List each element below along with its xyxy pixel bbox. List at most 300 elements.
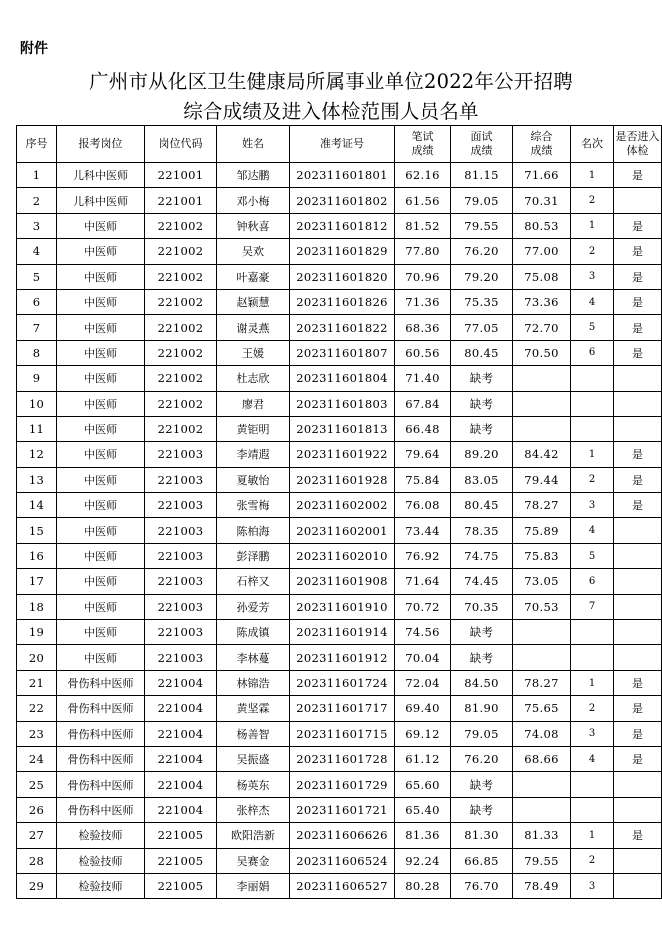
cell-code: 221002 [145,213,217,238]
cell-interview: 缺考 [451,366,513,391]
cell-code: 221002 [145,340,217,365]
cell-position: 中医师 [57,340,145,365]
cell-written: 72.04 [395,670,451,695]
cell-interview: 80.45 [451,493,513,518]
cell-physical: 是 [614,493,662,518]
cell-ticket: 202311601908 [290,569,395,594]
table-row [17,594,662,619]
header-code: 岗位代码 [145,126,217,163]
cell-seq: 24 [17,746,57,771]
cell-position: 中医师 [57,213,145,238]
cell-seq: 13 [17,467,57,492]
cell-position: 检验技师 [57,873,145,898]
cell-physical: 是 [614,442,662,467]
cell-code: 221002 [145,289,217,314]
cell-total: 75.83 [513,543,571,568]
cell-interview: 缺考 [451,416,513,441]
cell-written: 69.12 [395,721,451,746]
cell-total: 77.00 [513,239,571,264]
cell-ticket: 202311602010 [290,543,395,568]
table-row [17,620,662,645]
cell-position: 骨伤科中医师 [57,797,145,822]
cell-name: 陈柏海 [217,518,290,543]
cell-ticket: 202311601803 [290,391,395,416]
cell-total: 79.44 [513,467,571,492]
cell-written: 61.12 [395,746,451,771]
cell-ticket: 202311601801 [290,163,395,188]
cell-interview: 81.30 [451,823,513,848]
cell-ticket: 202311601822 [290,315,395,340]
cell-seq: 3 [17,213,57,238]
cell-code: 221003 [145,467,217,492]
cell-position: 中医师 [57,543,145,568]
cell-total: 80.53 [513,213,571,238]
cell-position: 中医师 [57,645,145,670]
cell-name: 廖君 [217,391,290,416]
cell-position: 中医师 [57,391,145,416]
cell-interview: 89.20 [451,442,513,467]
cell-ticket: 202311601728 [290,746,395,771]
cell-name: 王媛 [217,340,290,365]
cell-code: 221004 [145,696,217,721]
cell-written: 81.52 [395,213,451,238]
cell-rank: 5 [571,315,614,340]
cell-total [513,366,571,391]
table-row [17,569,662,594]
table-row [17,289,662,314]
cell-total: 75.65 [513,696,571,721]
cell-interview: 80.45 [451,340,513,365]
cell-seq: 27 [17,823,57,848]
table-row [17,518,662,543]
table-row [17,873,662,898]
cell-ticket: 202311601717 [290,696,395,721]
cell-seq: 15 [17,518,57,543]
cell-interview: 84.50 [451,670,513,695]
cell-rank: 6 [571,340,614,365]
cell-interview: 76.70 [451,873,513,898]
cell-rank [571,797,614,822]
cell-position: 中医师 [57,620,145,645]
cell-code: 221004 [145,670,217,695]
cell-rank: 4 [571,518,614,543]
cell-code: 221003 [145,620,217,645]
cell-name: 吴赛金 [217,848,290,873]
cell-seq: 18 [17,594,57,619]
cell-total: 73.05 [513,569,571,594]
cell-ticket: 202311601807 [290,340,395,365]
cell-interview: 81.90 [451,696,513,721]
cell-physical: 是 [614,163,662,188]
cell-ticket: 202311601812 [290,213,395,238]
cell-ticket: 202311601820 [290,264,395,289]
cell-position: 中医师 [57,569,145,594]
cell-written: 65.60 [395,772,451,797]
cell-code: 221002 [145,416,217,441]
header-ticket: 准考证号 [290,126,395,163]
cell-physical [614,188,662,213]
cell-seq: 12 [17,442,57,467]
cell-physical [614,620,662,645]
cell-code: 221005 [145,823,217,848]
cell-written: 67.84 [395,391,451,416]
header-rank: 名次 [571,126,614,163]
cell-name: 杜志欣 [217,366,290,391]
table-row [17,696,662,721]
cell-name: 欧阳浩新 [217,823,290,848]
cell-ticket: 202311602002 [290,493,395,518]
cell-total: 73.36 [513,289,571,314]
cell-ticket: 202311601914 [290,620,395,645]
cell-interview: 76.20 [451,239,513,264]
cell-name: 杨英东 [217,772,290,797]
cell-code: 221004 [145,797,217,822]
cell-interview: 76.20 [451,746,513,771]
header-interview: 面试 成绩 [451,126,513,163]
cell-total [513,391,571,416]
cell-name: 邓小梅 [217,188,290,213]
cell-written: 81.36 [395,823,451,848]
table-row [17,746,662,771]
cell-position: 检验技师 [57,823,145,848]
cell-interview: 74.75 [451,543,513,568]
cell-interview: 缺考 [451,772,513,797]
cell-total: 81.33 [513,823,571,848]
table-row [17,721,662,746]
cell-ticket: 202311602001 [290,518,395,543]
cell-name: 孙爱芳 [217,594,290,619]
cell-total: 78.27 [513,670,571,695]
cell-total: 79.55 [513,848,571,873]
cell-interview: 77.05 [451,315,513,340]
cell-rank: 1 [571,163,614,188]
table-row [17,442,662,467]
cell-ticket: 202311606524 [290,848,395,873]
cell-name: 张梓杰 [217,797,290,822]
document-title-line1: 广州市从化区卫生健康局所属事业单位2022年公开招聘 [89,70,573,93]
cell-seq: 25 [17,772,57,797]
header-physical: 是否进入 体检 [614,126,662,163]
cell-position: 中医师 [57,467,145,492]
cell-position: 中医师 [57,493,145,518]
cell-physical: 是 [614,823,662,848]
cell-name: 彭泽鹏 [217,543,290,568]
cell-written: 74.56 [395,620,451,645]
attachment-label: 附件 [20,41,48,57]
cell-total: 74.08 [513,721,571,746]
cell-physical: 是 [614,746,662,771]
cell-total: 70.53 [513,594,571,619]
cell-written: 68.36 [395,315,451,340]
cell-physical [614,518,662,543]
cell-written: 70.96 [395,264,451,289]
table-row [17,772,662,797]
cell-name: 谢灵燕 [217,315,290,340]
cell-position: 中医师 [57,518,145,543]
cell-name: 黄坚霖 [217,696,290,721]
cell-physical: 是 [614,239,662,264]
cell-seq: 16 [17,543,57,568]
cell-name: 李丽娟 [217,873,290,898]
cell-position: 儿科中医师 [57,188,145,213]
cell-physical: 是 [614,696,662,721]
cell-code: 221002 [145,391,217,416]
cell-total: 71.66 [513,163,571,188]
cell-written: 71.40 [395,366,451,391]
cell-written: 61.56 [395,188,451,213]
cell-seq: 14 [17,493,57,518]
cell-physical [614,772,662,797]
cell-seq: 6 [17,289,57,314]
cell-rank: 1 [571,670,614,695]
cell-physical: 是 [614,721,662,746]
cell-name: 张雪梅 [217,493,290,518]
cell-code: 221003 [145,442,217,467]
cell-seq: 28 [17,848,57,873]
cell-position: 骨伤科中医师 [57,670,145,695]
cell-written: 75.84 [395,467,451,492]
cell-seq: 8 [17,340,57,365]
cell-ticket: 202311601721 [290,797,395,822]
cell-code: 221005 [145,848,217,873]
cell-ticket: 202311601715 [290,721,395,746]
cell-name: 赵颖慧 [217,289,290,314]
cell-code: 221002 [145,315,217,340]
cell-name: 叶嘉豪 [217,264,290,289]
cell-interview: 79.05 [451,721,513,746]
cell-written: 79.64 [395,442,451,467]
cell-physical [614,848,662,873]
cell-physical [614,366,662,391]
cell-code: 221003 [145,518,217,543]
cell-physical: 是 [614,289,662,314]
cell-name: 邹达鹏 [217,163,290,188]
table-row [17,188,662,213]
cell-code: 221003 [145,493,217,518]
cell-rank: 7 [571,594,614,619]
cell-code: 221002 [145,239,217,264]
table-row [17,823,662,848]
cell-name: 林锦浩 [217,670,290,695]
cell-ticket: 202311601829 [290,239,395,264]
cell-code: 221004 [145,721,217,746]
header-position: 报考岗位 [57,126,145,163]
cell-ticket: 202311601729 [290,772,395,797]
cell-position: 中医师 [57,442,145,467]
cell-position: 骨伤科中医师 [57,746,145,771]
table-row [17,264,662,289]
cell-physical [614,594,662,619]
cell-rank: 1 [571,823,614,848]
cell-seq: 23 [17,721,57,746]
cell-seq: 29 [17,873,57,898]
cell-physical: 是 [614,213,662,238]
header-seq: 序号 [17,126,57,163]
cell-seq: 20 [17,645,57,670]
cell-code: 221003 [145,569,217,594]
cell-written: 71.36 [395,289,451,314]
cell-seq: 2 [17,188,57,213]
cell-interview: 79.05 [451,188,513,213]
cell-rank: 3 [571,873,614,898]
cell-interview: 78.35 [451,518,513,543]
cell-rank: 3 [571,493,614,518]
cell-position: 骨伤科中医师 [57,772,145,797]
cell-rank [571,391,614,416]
cell-total: 68.66 [513,746,571,771]
cell-physical: 是 [614,264,662,289]
cell-interview: 74.45 [451,569,513,594]
cell-rank [571,416,614,441]
cell-rank [571,645,614,670]
cell-rank: 3 [571,721,614,746]
table-row [17,391,662,416]
cell-ticket: 202311601804 [290,366,395,391]
cell-total: 78.49 [513,873,571,898]
cell-rank [571,772,614,797]
cell-interview: 81.15 [451,163,513,188]
cell-total [513,416,571,441]
cell-written: 66.48 [395,416,451,441]
cell-rank: 6 [571,569,614,594]
cell-physical [614,391,662,416]
cell-seq: 7 [17,315,57,340]
cell-seq: 22 [17,696,57,721]
table-row [17,163,662,188]
table-row [17,467,662,492]
cell-interview: 缺考 [451,645,513,670]
cell-total [513,645,571,670]
cell-name: 黄钜明 [217,416,290,441]
document-title-line2: 综合成绩及进入体检范围人员名单 [183,100,479,123]
cell-interview: 缺考 [451,797,513,822]
cell-ticket: 202311601724 [290,670,395,695]
table-row [17,416,662,441]
cell-position: 中医师 [57,366,145,391]
cell-rank: 1 [571,213,614,238]
cell-position: 中医师 [57,594,145,619]
cell-ticket: 202311601922 [290,442,395,467]
cell-rank [571,620,614,645]
cell-name: 吴欢 [217,239,290,264]
cell-position: 骨伤科中医师 [57,696,145,721]
cell-physical [614,797,662,822]
cell-rank: 2 [571,696,614,721]
header-name: 姓名 [217,126,290,163]
cell-code: 221002 [145,366,217,391]
cell-physical [614,873,662,898]
cell-name: 钟秋喜 [217,213,290,238]
cell-ticket: 202311601928 [290,467,395,492]
cell-rank: 2 [571,188,614,213]
cell-rank: 5 [571,543,614,568]
cell-ticket: 202311601813 [290,416,395,441]
cell-position: 中医师 [57,315,145,340]
cell-name: 吴振盛 [217,746,290,771]
table-row [17,366,662,391]
cell-total: 70.50 [513,340,571,365]
table-row [17,670,662,695]
cell-seq: 1 [17,163,57,188]
cell-code: 221001 [145,188,217,213]
cell-physical [614,416,662,441]
results-table [16,125,662,899]
cell-code: 221004 [145,772,217,797]
cell-seq: 10 [17,391,57,416]
cell-interview: 79.55 [451,213,513,238]
cell-written: 70.72 [395,594,451,619]
cell-interview: 79.20 [451,264,513,289]
cell-position: 中医师 [57,416,145,441]
cell-rank: 2 [571,848,614,873]
cell-physical: 是 [614,467,662,492]
cell-position: 检验技师 [57,848,145,873]
cell-position: 骨伤科中医师 [57,721,145,746]
cell-written: 71.64 [395,569,451,594]
cell-ticket: 202311601802 [290,188,395,213]
cell-written: 80.28 [395,873,451,898]
cell-total: 70.31 [513,188,571,213]
cell-rank: 3 [571,264,614,289]
cell-interview: 缺考 [451,620,513,645]
cell-seq: 19 [17,620,57,645]
cell-seq: 17 [17,569,57,594]
cell-rank: 2 [571,239,614,264]
cell-total: 75.08 [513,264,571,289]
cell-written: 70.04 [395,645,451,670]
cell-rank: 1 [571,442,614,467]
cell-rank: 4 [571,289,614,314]
cell-seq: 21 [17,670,57,695]
table-row [17,797,662,822]
cell-rank: 2 [571,467,614,492]
cell-rank [571,366,614,391]
cell-interview: 70.35 [451,594,513,619]
table-row [17,239,662,264]
cell-written: 62.16 [395,163,451,188]
cell-position: 中医师 [57,239,145,264]
cell-total [513,620,571,645]
table-row [17,543,662,568]
cell-total [513,797,571,822]
cell-name: 陈成镇 [217,620,290,645]
table-row [17,213,662,238]
cell-position: 儿科中医师 [57,163,145,188]
cell-physical [614,543,662,568]
cell-name: 李靖遐 [217,442,290,467]
cell-physical: 是 [614,670,662,695]
cell-physical: 是 [614,340,662,365]
table-row [17,493,662,518]
cell-code: 221003 [145,543,217,568]
cell-code: 221003 [145,645,217,670]
cell-seq: 26 [17,797,57,822]
cell-written: 76.08 [395,493,451,518]
header-written: 笔试 成绩 [395,126,451,163]
cell-code: 221002 [145,264,217,289]
cell-written: 60.56 [395,340,451,365]
table-row [17,645,662,670]
cell-seq: 4 [17,239,57,264]
cell-interview: 缺考 [451,391,513,416]
cell-code: 221005 [145,873,217,898]
cell-name: 石梓又 [217,569,290,594]
cell-code: 221004 [145,746,217,771]
cell-total: 78.27 [513,493,571,518]
cell-ticket: 202311601912 [290,645,395,670]
cell-name: 杨善智 [217,721,290,746]
cell-ticket: 202311606626 [290,823,395,848]
